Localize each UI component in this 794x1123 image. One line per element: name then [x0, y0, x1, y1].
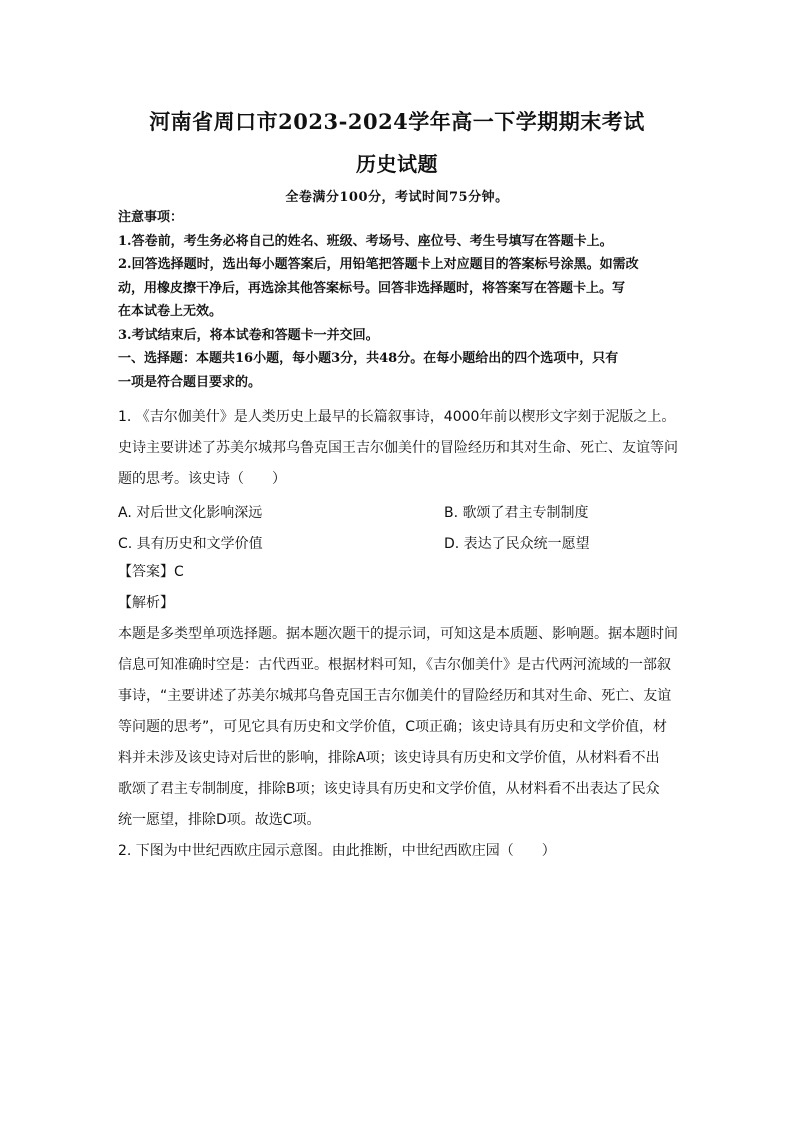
q1-option-c: C. 具有历史和文学价值 [118, 536, 263, 552]
note-item-1: 1.答卷前，考生务必将自己的姓名、班级、考场号、座位号、考生号填写在答题卡上。 [118, 233, 613, 249]
q1-option-a: A. 对后世文化影响深远 [118, 505, 263, 521]
q1-option-d: D. 表达了民众统一愿望 [444, 536, 590, 552]
exam-subtitle: 历史试题 [356, 152, 438, 176]
q1-analysis-line: 歌颂了君主专制制度，排除B项；该史诗具有历史和文学价值，从材料看不出表达了民众 [118, 781, 660, 797]
q1-analysis-line: 信息可知准确时空是：古代西亚。根据材料可知，《吉尔伽美什》是古代两河流域的一部叙 [118, 657, 671, 673]
q1-analysis-line: 料并未涉及该史诗对后世的影响，排除A项；该史诗具有历史和文学价值，从材料看不出 [118, 750, 660, 766]
exam-meta: 全卷满分100分，考试时间75分钟。 [285, 190, 509, 205]
question-1-stem [118, 402, 680, 495]
notes-heading: 注意事项： [118, 210, 184, 225]
note-item-3: 3.考试结束后，将本试卷和答题卡一并交回。 [118, 327, 379, 343]
q1-analysis-label: 【解析】 [118, 595, 174, 611]
q1-stem-line: 题的思考。该史诗（ ） [118, 471, 286, 487]
q1-option-b: B. 歌颂了君主专制制度 [444, 505, 589, 521]
q1-analysis-line: 本题是多类型单项选择题。据本题次题干的提示词，可知这是本质题、影响题。据本题时间 [118, 626, 678, 642]
q1-analysis-line: 统一愿望，排除D项。故选C项。 [118, 812, 321, 828]
section-instructions-cont: 一项是符合题目要求的。 [118, 374, 262, 390]
note-item-2-cont: 在本试卷上无效。 [118, 304, 223, 319]
note-item-2: 2.回答选择题时，选出每小题答案后，用铅笔把答题卡上对应题目的答案标号涂黑。如需改 [118, 257, 639, 272]
q1-analysis-line: 事诗，“主要讲述了苏美尔城邦乌鲁克国王吉尔伽美什的冒险经历和其对生命、死亡、友谊 [118, 688, 672, 704]
q1-stem-line: 1. 《吉尔伽美什》是人类历史上最早的长篇叙事诗，4000年前以楔形文字刻于泥版之上。 [118, 409, 676, 425]
section-instructions: 一、选择题：本题共16小题，每小题3分，共48分。在每小题给出的四个选项中，只有 [118, 351, 619, 366]
question-2-stem: 2. 下图为中世纪西欧庄园示意图。由此推断，中世纪西欧庄园（ ） [118, 843, 556, 859]
q1-stem-line: 史诗主要讲述了苏美尔城邦乌鲁克国王吉尔伽美什的冒险经历和其对生命、死亡、友谊等问 [118, 440, 678, 456]
note-item-2-cont: 动，用橡皮擦干净后，再选涂其他答案标号。回答非选择题时，将答案写在答题卡上。写 [118, 280, 626, 296]
q1-analysis-line: 等问题的思考”，可见它具有历史和文学价值，C项正确；该史诗具有历史和文学价值，材 [118, 719, 668, 735]
q1-answer-block [118, 557, 680, 867]
q1-answer: 【答案】C [118, 564, 184, 580]
notes-section [118, 206, 678, 394]
exam-title: 河南省周口市2023-2024学年高一下学期期末考试 [149, 109, 645, 134]
